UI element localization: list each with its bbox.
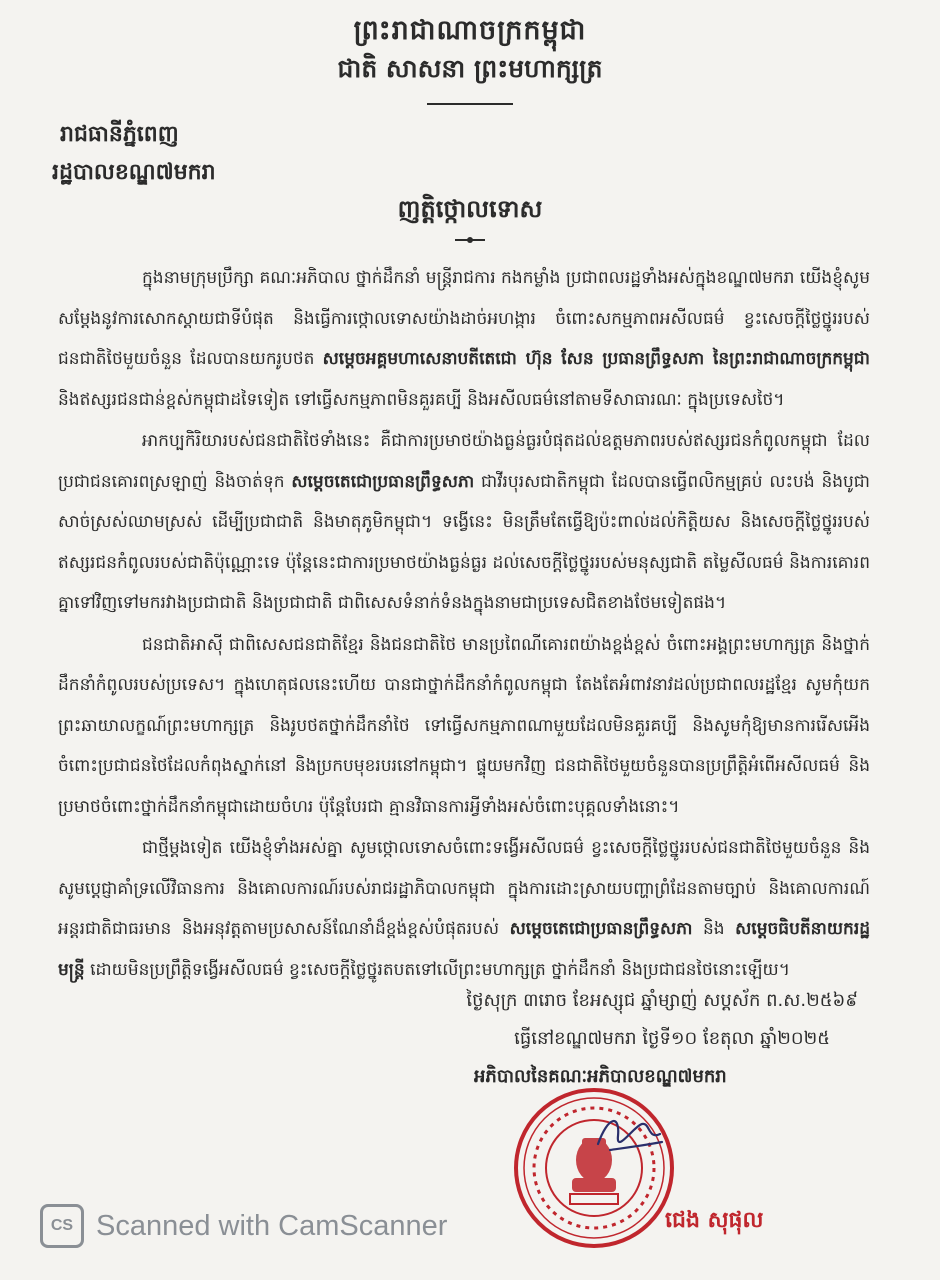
paragraph-3-text: ជនជាតិអាស៊ី ជាពិសេសជនជាតិខ្មែរ និងជនជាតិថៃ មានប្រពៃណីគោរពយ៉ាងខ្ពង់ខ្ពស់ ចំពោះអង្គព្រះមហាក្សត្រ និងថ្នាក់ដឹកនាំកំពូលរបស់ប្រទេស។ ក្នុងហេតុផលនេះហើយ បានជាថ្នាក់ដឹកនាំកំពូលកម្ពុជា តែងតែអំពាវនាវដល់ប្រជាពលរដ្ឋខ្មែរ សូមកុំយកព្រះឆាយាលក្ខណ៍ព្រះមហាក្សត្រ និងរូបថតថ្នាក់ដឹកនាំថៃ ទៅធ្វើសកម្មភាពណាមួយដែលមិនគួរគប្បី និងសូមកុំឱ្យមានការរើសអើងចំពោះប្រជាជនថៃដែលកំពុងស្នាក់នៅ និងប្រកបមុខរបរនៅកម្ពុជា។ ផ្ទុយមកវិញ ជនជាតិថៃមួយចំនួនបានប្រព្រឹត្តិអំពើអសីលធម៌ និងប្រមាថចំពោះថ្នាក់ដឹកនាំកម្ពុជាដោយចំហរ ប៉ុន្តែបែរជា គ្មានវិធានការអ្វីទាំងអស់ចំពោះបុគ្គលទាំងនោះ។	[58, 634, 870, 817]
title-divider-dot	[467, 237, 473, 243]
camscanner-logo-icon: CS	[40, 1204, 84, 1248]
header-divider	[427, 103, 513, 105]
paragraph-1	[58, 258, 870, 420]
lunar-date: ថ្ងៃសុក្រ ៣រោច ខែអស្សុជ ឆ្នាំម្សាញ់ សប្តស័ក ព.ស.២៥៦៩	[466, 990, 858, 1011]
camscanner-watermark	[40, 1204, 447, 1248]
signer-title: អភិបាលនៃគណៈអភិបាលខណ្ឌ៧មករា	[474, 1066, 727, 1087]
national-motto: ជាតិ សាសនា ព្រះមហាក្សត្រ	[337, 54, 603, 83]
paragraph-4-text-end: ដោយមិនប្រព្រឹត្តិទង្វើអសីលធម៌ ខ្វះសេចក្តីថ្លៃថ្នូរតបតទៅលើព្រះមហាក្សត្រ ថ្នាក់ដឹកនាំ និងប្រជាជនថៃនោះឡើយ។	[90, 959, 790, 980]
paragraph-4-text: ជាថ្មីម្តងទៀត យើងខ្ញុំទាំងអស់គ្នា សូមថ្កោលទោសចំពោះទង្វើអសីលធម៌ ខ្វះសេចក្តីថ្លៃថ្នូររបស់ជនជាតិថៃមួយចំនួន និងសូមប្តេជ្ញាគាំទ្រលើវិធានការ និងគោលការណ៍របស់រាជរដ្ឋាភិបាលកម្ពុជា ក្នុងការដោះស្រាយបញ្ហាព្រំដែនតាមច្បាប់ និងគោលការណ៍អន្តរជាតិជាធរមាន និងអនុវត្តតាមប្រសាសន៍ណែនាំដ៏ខ្ពង់ខ្ពស់បំផុតរបស់	[58, 838, 870, 939]
document-title: ញត្តិថ្កោលទោស	[397, 195, 543, 223]
paragraph-4-emphasis-2: សម្តេចធិបតីនាយករដ្ឋមន្ត្រី	[58, 919, 871, 980]
signature-icon	[590, 1106, 670, 1166]
paragraph-2-text-end: ជាវីរបុរសជាតិកម្ពុជា ដែលបានធ្វើពលិកម្មគ្រប់ លះបង់ និងបូជាសាច់ស្រស់ឈាមស្រស់ ដើម្បីប្រជាជាតិ និងមាតុភូមិកម្ពុជា។ ទង្វើនេះ មិនត្រឹមតែធ្វើឱ្យប៉ះពាល់ដល់កិត្តិយស និងសេចក្តីថ្លៃថ្នូររបស់ឥស្សរជនកំពូលរបស់ជាតិប៉ុណ្ណោះទេ ប៉ុន្តែនេះជាការប្រមាថយ៉ាងធ្ងន់ធ្ងរ ដល់សេចក្តីថ្លៃថ្នូររបស់មនុស្សជាតិ តម្លៃសីលធម៌ និងការគោរពគ្នាទៅវិញទៅមករវាងប្រជាជាតិ និងប្រជាជាតិ ជាពិសេសទំនាក់ទំនងក្នុងនាមជាប្រទេសជិតខាងថែមទៀតផង។	[58, 471, 870, 613]
document-body	[58, 258, 870, 991]
kingdom-heading: ព្រះរាជាណាចក្រកម្ពុជា	[353, 15, 587, 46]
paragraph-4-emphasis-1: សម្តេចតេជោប្រធានព្រឹទ្ធសភា	[509, 919, 693, 939]
paragraph-1-text: ក្នុងនាមក្រុមប្រឹក្សា គណៈអភិបាល ថ្នាក់ដឹកនាំ មន្ត្រីរាជការ កងកម្លាំង ប្រជាពលរដ្ឋទាំងអស់ក្នុងខណ្ឌ៧មករា យើងខ្ញុំសូមសម្តែងនូវការសោកស្តាយជាទីបំផុត និងធ្វើការថ្កោលទោសយ៉ាងដាច់អហង្ការ ចំពោះសកម្មភាពអសីលធម៌ ខ្វះសេចក្តីថ្លៃថ្នូររបស់ជនជាតិថៃមួយចំនួន ដែលបានយករូបថត	[58, 268, 870, 369]
paragraph-3	[58, 625, 870, 828]
paragraph-1-text-end: និងឥស្សរជនជាន់ខ្ពស់កម្ពុជាដទៃទៀត ទៅធ្វើសកម្មភាពមិនគួរគប្បី និងអសីលធម៌នៅតាមទីសាធារណៈ ក្នុងប្រទេសថៃ។	[58, 389, 785, 410]
paragraph-4	[58, 828, 870, 990]
authority-line-2: រដ្ឋបាលខណ្ឌ៧មករា	[52, 160, 216, 185]
place-and-date: ធ្វើនៅខណ្ឌ៧មករា ថ្ងៃទី១០ ខែតុលា ឆ្នាំ២០២៥	[514, 1028, 830, 1049]
paragraph-1-emphasis: សម្តេចអគ្គមហាសេនាបតីតេជោ ហ៊ុន សែន ប្រធានព្រឹទ្ធសភា នៃព្រះរាជាណាចក្រកម្ពុជា	[322, 349, 870, 369]
camscanner-text: Scanned with CamScanner	[96, 1209, 448, 1242]
paragraph-4-conjunction: និង	[702, 919, 725, 939]
paragraph-2-emphasis: សម្តេចតេជោប្រធានព្រឹទ្ធសភា	[291, 471, 475, 492]
authority-line-1: រាជធានីភ្នំពេញ	[60, 122, 179, 147]
paragraph-2-text: អាកប្បកិរិយារបស់ជនជាតិថៃទាំងនេះ គឺជាការប្រមាថយ៉ាងធ្ងន់ធ្ងរបំផុតដល់ឧត្តមភាពរបស់ឥស្សរជនកំពូលកម្ពុជា ដែលប្រជាជនគោរពស្រឡាញ់ និងចាត់ទុក	[58, 431, 870, 492]
paragraph-2	[58, 421, 870, 624]
signer-name: ជេង សុផុល	[665, 1208, 764, 1233]
